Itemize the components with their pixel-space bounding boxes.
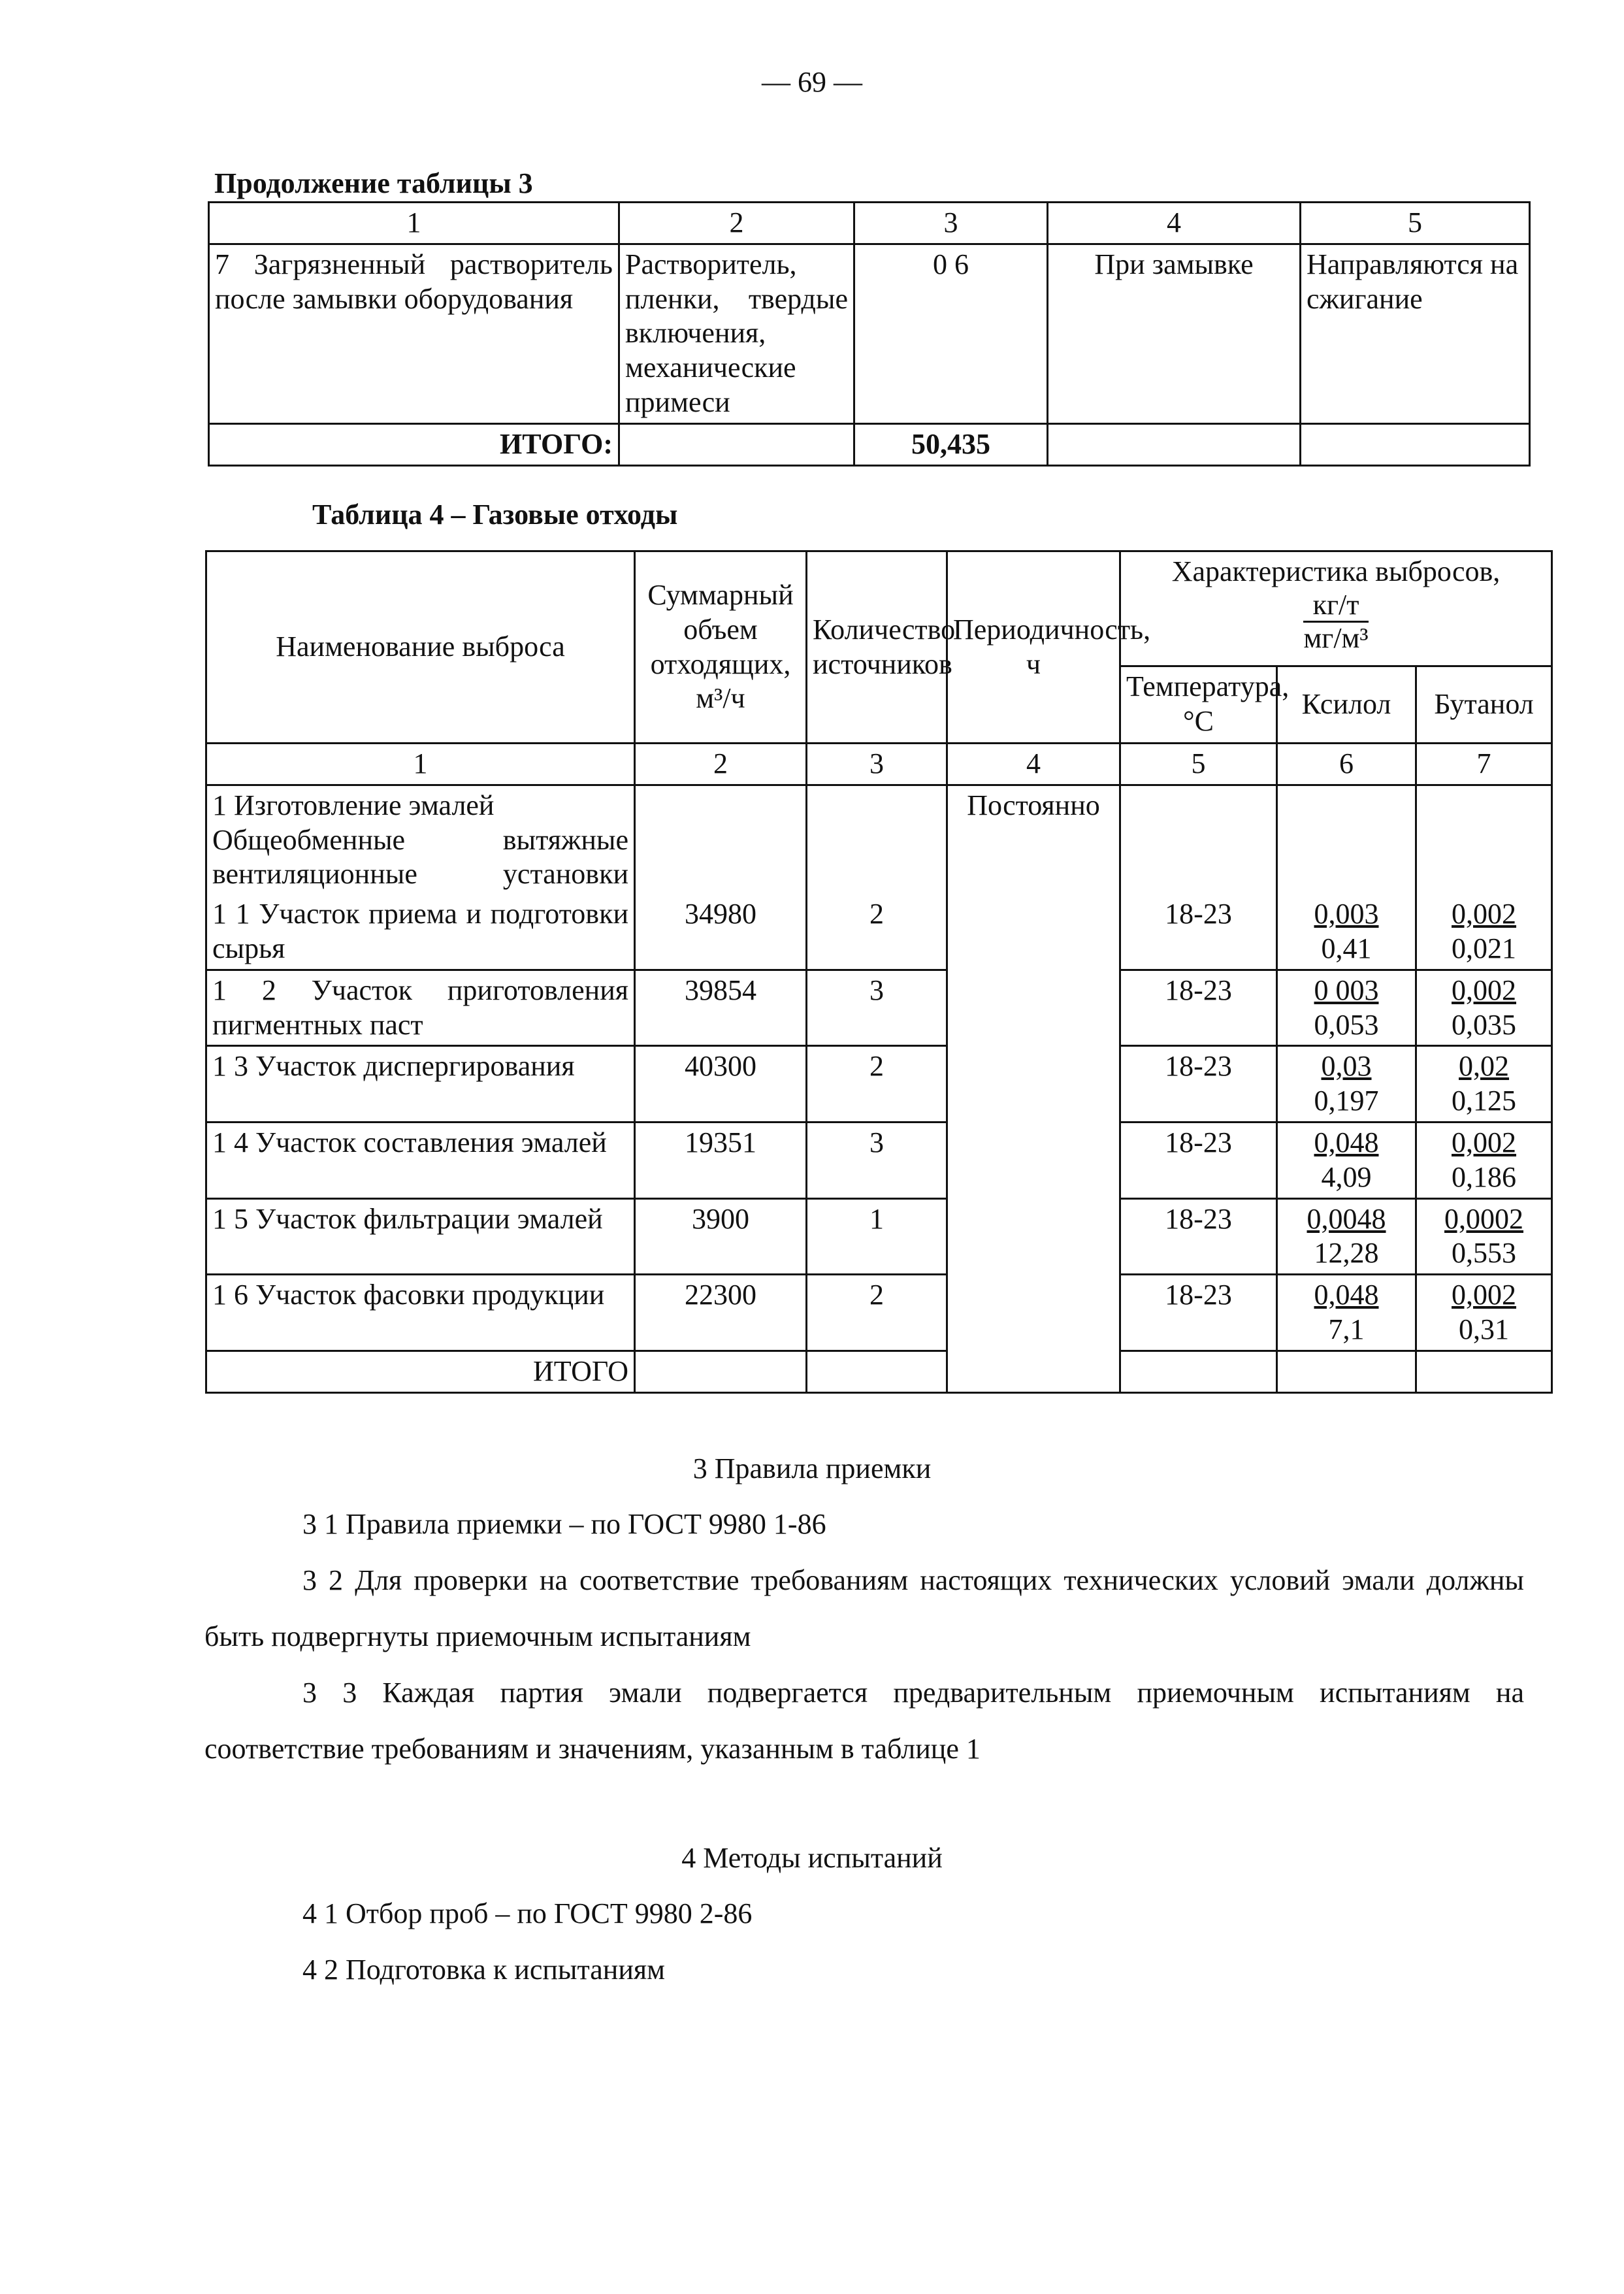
- table-row: [206, 970, 1552, 1046]
- column-number: 1: [206, 744, 635, 785]
- butanol-mg-per-m3: 0,035: [1452, 1008, 1517, 1041]
- butanol-mg-per-m3: 0,021: [1452, 932, 1517, 964]
- empty-cell: [1120, 785, 1277, 894]
- xylene-value: [1277, 1046, 1416, 1122]
- table-row: [206, 1046, 1552, 1122]
- xylene-mg-per-m3: 4,09: [1321, 1160, 1372, 1193]
- waste-amount-cell: 0 6: [854, 244, 1048, 423]
- section-title-cell: [206, 785, 635, 894]
- unit-numerator: кг/т: [1303, 589, 1368, 623]
- header-periodicity: Периодичность, ч: [947, 551, 1120, 744]
- table3-header-row: [209, 203, 1530, 244]
- emission-temperature: 18-23: [1120, 970, 1277, 1046]
- xylene-kg-per-t: 0 003: [1314, 974, 1379, 1006]
- paragraph-3-2: 3 2 Для проверки на соответствие требованиям настоящих технических условий эмали должны быть подвергнуты приемочным испытаниям: [204, 1564, 1524, 1652]
- emission-name: 1 6 Участок фасовки продукции: [206, 1275, 635, 1351]
- xylene-mg-per-m3: 0,053: [1314, 1008, 1379, 1041]
- table4-section-row: [206, 785, 1552, 894]
- table3-empty-cell: [619, 423, 854, 465]
- butanol-mg-per-m3: 0,186: [1452, 1160, 1517, 1193]
- header-emission-name: Наименование выброса: [206, 551, 635, 744]
- empty-cell: [1120, 1351, 1277, 1392]
- emission-temperature: 18-23: [1120, 1198, 1277, 1275]
- butanol-kg-per-t: 0,002: [1452, 898, 1517, 930]
- xylene-value: [1277, 1275, 1416, 1351]
- xylene-value: [1277, 1198, 1416, 1275]
- emission-name: 1 2 Участок приготовления пигментных паст: [206, 970, 635, 1046]
- xylene-value: [1277, 894, 1416, 970]
- table3-col-number: 5: [1301, 203, 1530, 244]
- column-number: 4: [947, 744, 1120, 785]
- empty-cell: [807, 785, 947, 894]
- empty-cell: [635, 1351, 807, 1392]
- table4-number-row: [206, 744, 1552, 785]
- emission-sources: 1: [807, 1198, 947, 1275]
- table3: [208, 201, 1531, 467]
- emission-temperature: 18-23: [1120, 894, 1277, 970]
- table4-total-row: [206, 1351, 1552, 1392]
- xylene-mg-per-m3: 0,197: [1314, 1085, 1379, 1117]
- emission-sources: 2: [807, 1275, 947, 1351]
- page-number: — 69 —: [762, 66, 862, 98]
- xylene-mg-per-m3: 0,41: [1321, 932, 1372, 964]
- butanol-value: [1416, 1275, 1552, 1351]
- table-row: [206, 1198, 1552, 1275]
- empty-cell: [1416, 1351, 1552, 1392]
- paragraph-4-2: 4 2 Подготовка к испытаниям: [302, 1954, 665, 1986]
- table3-row: [209, 244, 1530, 423]
- butanol-mg-per-m3: 0,31: [1459, 1313, 1510, 1345]
- xylene-value: [1277, 1122, 1416, 1198]
- table-row: [206, 1275, 1552, 1351]
- table4: [205, 550, 1553, 1394]
- emission-volume: 39854: [635, 970, 807, 1046]
- xylene-value: [1277, 970, 1416, 1046]
- section-4-heading: 4 Методы испытаний: [681, 1842, 943, 1874]
- empty-cell: [1277, 785, 1416, 894]
- table3-caption: Продолжение таблицы 3: [214, 167, 533, 199]
- emission-temperature: 18-23: [1120, 1046, 1277, 1122]
- xylene-kg-per-t: 0,003: [1314, 898, 1379, 930]
- table-row: [206, 894, 1552, 970]
- butanol-mg-per-m3: 0,125: [1452, 1085, 1517, 1117]
- emission-temperature: 18-23: [1120, 1275, 1277, 1351]
- butanol-kg-per-t: 0,002: [1452, 974, 1517, 1006]
- waste-periodicity-cell: При замывке: [1048, 244, 1301, 423]
- butanol-kg-per-t: 0,02: [1459, 1050, 1510, 1083]
- table4-total-label: ИТОГО: [206, 1351, 635, 1392]
- butanol-kg-per-t: 0,0002: [1444, 1202, 1524, 1235]
- xylene-mg-per-m3: 12,28: [1314, 1237, 1379, 1270]
- section-periodicity: Постоянно: [947, 785, 1120, 1392]
- table3-col-number: 3: [854, 203, 1048, 244]
- emission-name: 1 1 Участок приема и подготовки сырья: [206, 894, 635, 970]
- header-temperature: Температура, °С: [1120, 666, 1277, 744]
- emission-volume: 22300: [635, 1275, 807, 1351]
- emission-sources: 3: [807, 1122, 947, 1198]
- table3-col-number: 2: [619, 203, 854, 244]
- column-number: 6: [1277, 744, 1416, 785]
- section-title: 1 Изготовление эмалей: [212, 789, 495, 821]
- emission-volume: 3900: [635, 1198, 807, 1275]
- table-row: [206, 1122, 1552, 1198]
- butanol-value: [1416, 1046, 1552, 1122]
- section-3-heading: 3 Правила приемки: [692, 1452, 932, 1484]
- butanol-value: [1416, 970, 1552, 1046]
- emission-name: 1 5 Участок фильтрации эмалей: [206, 1198, 635, 1275]
- empty-cell: [1277, 1351, 1416, 1392]
- header-volume: Суммарный объем отходящих, м³/ч: [635, 551, 807, 744]
- butanol-value: [1416, 1122, 1552, 1198]
- emission-sources: 2: [807, 1046, 947, 1122]
- table3-col-number: 1: [209, 203, 619, 244]
- waste-disposal-cell: Направляются на сжигание: [1301, 244, 1530, 423]
- header-xylene: Ксилол: [1277, 666, 1416, 744]
- column-number: 2: [635, 744, 807, 785]
- emission-temperature: 18-23: [1120, 1122, 1277, 1198]
- header-characteristic: [1120, 551, 1552, 666]
- table3-total-label: ИТОГО:: [209, 423, 619, 465]
- empty-cell: [1416, 785, 1552, 894]
- column-number: 3: [807, 744, 947, 785]
- table3-total-value: 50,435: [854, 423, 1048, 465]
- paragraph-4-1: 4 1 Отбор проб – по ГОСТ 9980 2-86: [302, 1897, 753, 1929]
- table3-total-row: [209, 423, 1530, 465]
- butanol-value: [1416, 894, 1552, 970]
- unit-fraction: [1303, 589, 1368, 655]
- emission-name: 1 4 Участок составления эмалей: [206, 1122, 635, 1198]
- emission-volume: 34980: [635, 894, 807, 970]
- emission-sources: 2: [807, 894, 947, 970]
- emission-name: 1 3 Участок диспергирования: [206, 1046, 635, 1122]
- xylene-kg-per-t: 0,048: [1314, 1279, 1379, 1311]
- xylene-kg-per-t: 0,0048: [1307, 1202, 1386, 1235]
- table4-header-row: [206, 551, 1552, 666]
- empty-cell: [807, 1351, 947, 1392]
- table3-empty-cell: [1048, 423, 1301, 465]
- paragraph-3-3: 3 3 Каждая партия эмали подвергается предварительным приемочным испытаниям на соответствие требованиям и значениям, указанным в таблице 1: [204, 1677, 1524, 1765]
- xylene-kg-per-t: 0,048: [1314, 1126, 1379, 1158]
- butanol-kg-per-t: 0,002: [1452, 1279, 1517, 1311]
- unit-denominator: мг/м³: [1303, 622, 1369, 655]
- butanol-mg-per-m3: 0,553: [1452, 1237, 1517, 1270]
- table4-caption: Таблица 4 – Газовые отходы: [312, 499, 678, 531]
- header-butanol: Бутанол: [1416, 666, 1552, 744]
- column-number: 5: [1120, 744, 1277, 785]
- butanol-kg-per-t: 0,002: [1452, 1126, 1517, 1158]
- emission-sources: 3: [807, 970, 947, 1046]
- emission-volume: 19351: [635, 1122, 807, 1198]
- empty-cell: [635, 785, 807, 894]
- column-number: 7: [1416, 744, 1552, 785]
- header-sources: Количество источников: [807, 551, 947, 744]
- section-subtitle: Общеобменные вытяжные вентиляционные установки: [212, 823, 628, 891]
- header-characteristic-label: Характеристика выбросов,: [1171, 555, 1501, 587]
- emission-volume: 40300: [635, 1046, 807, 1122]
- table3-col-number: 4: [1048, 203, 1301, 244]
- paragraph-3-1: 3 1 Правила приемки – по ГОСТ 9980 1-86: [302, 1508, 826, 1540]
- xylene-mg-per-m3: 7,1: [1328, 1313, 1365, 1345]
- xylene-kg-per-t: 0,03: [1321, 1050, 1372, 1083]
- waste-name-cell: 7 Загрязненный растворитель после замывки оборудования: [209, 244, 619, 423]
- butanol-value: [1416, 1198, 1552, 1275]
- table3-empty-cell: [1301, 423, 1530, 465]
- waste-composition-cell: Растворитель, пленки, твердые включения, механические примеси: [619, 244, 854, 423]
